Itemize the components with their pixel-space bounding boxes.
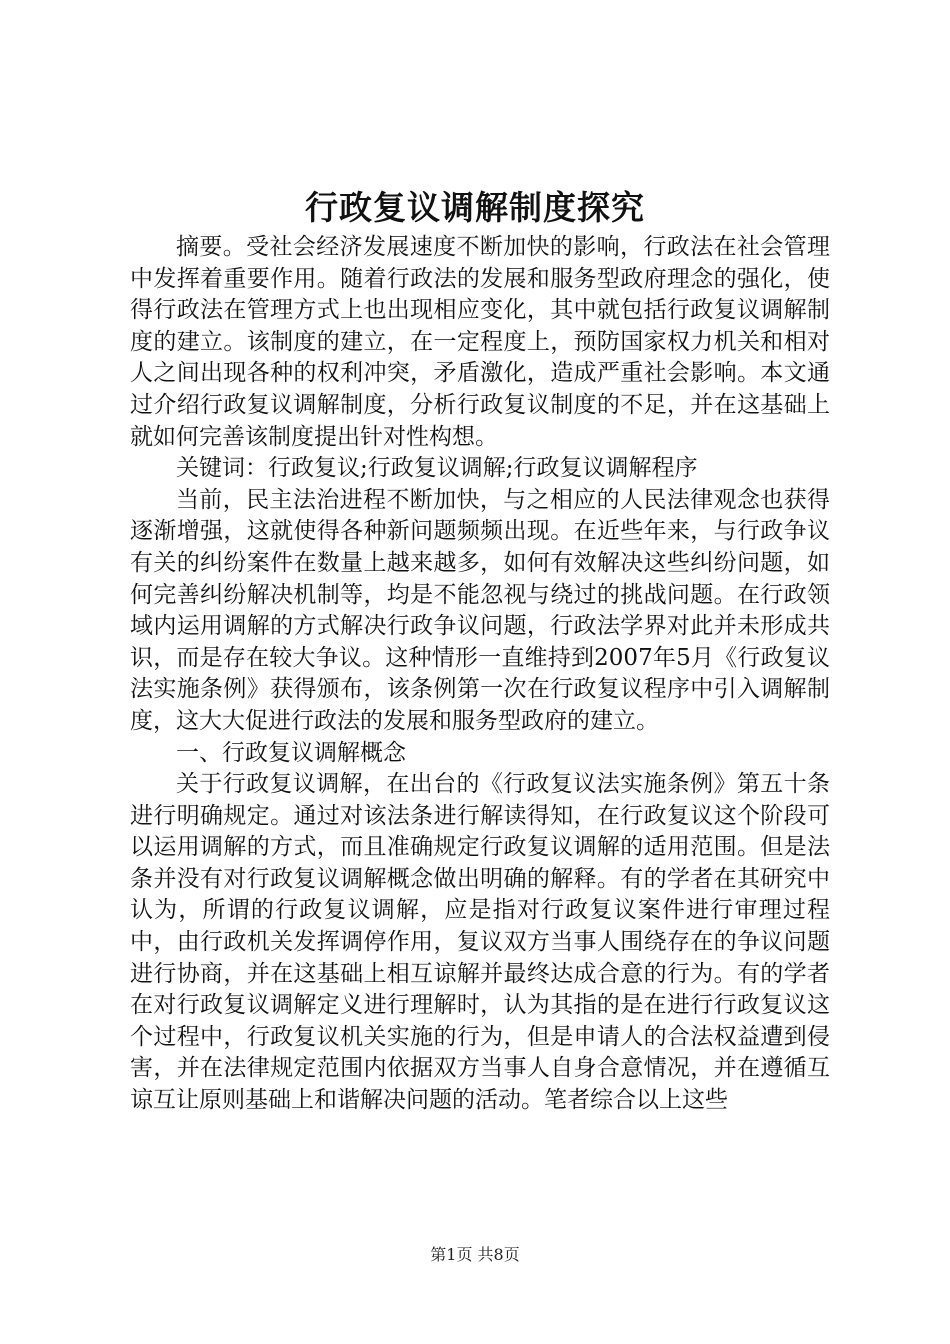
section-heading: 一、行政复议调解概念	[176, 739, 406, 766]
paragraph-concept: 关于行政复议调解，在出台的《行政复议法实施条例》第五十条进行明确规定。通过对该法条进行解读得知，在行政复议这个阶段可以运用调解的方式，而且准确规定行政复议调解的适用范围。但是法条并没有对行政复议调解概念做出明确的解释。有的学者在其研究中认为，所谓的行政复议调解，应是指对行政复议案件进行审理过程中，由行政机关发挥调停作用，复议双方当事人围绕存在的争议问题进行协商，并在这基础上相互谅解并最终达成合意的行为。有的学者在对行政复议调解定义进行理解时，认为其指的是在进行行政复议这个过程中，行政复议机关实施的行为，但是申请人的合法权益遭到侵害，并在法律规定范围内依据双方当事人自身合意情况，并在遵循互谅互让原则基础上和谐解决问题的活动。笔者综合以上这些	[130, 771, 830, 1114]
paragraph-intro: 当前，民主法治进程不断加快，与之相应的人民法律观念也获得逐渐增强，这就使得各种新问题频频出现。在近些年来，与行政争议有关的纠纷案件在数量上越来越多，如何有效解决这些纠纷问题，如何完善纠纷解决机制等，均是不能忽视与绕过的挑战问题。在行政领域内运用调解的方式解决行政争议问题，行政法学界对此并未形成共识，而是存在较大争议。这种情形一直维持到2007年5月《行政复议法实施条例》获得颁布，该条例第一次在行政复议程序中引入调解制度，这大大促进行政法的发展和服务型政府的建立。	[130, 486, 830, 734]
document-body	[130, 232, 830, 1117]
document-title: 行政复议调解制度探究	[305, 188, 645, 227]
paragraph-abstract: 摘要。受社会经济发展速度不断加快的影响，行政法在社会管理中发挥着重要作用。随着行政法的发展和服务型政府理念的强化，使得行政法在管理方式上也出现相应变化，其中就包括行政复议调解制度的建立。该制度的建立，在一定程度上，预防国家权力机关和相对人之间出现各种的权利冲突，矛盾激化，造成严重社会影响。本文通过介绍行政复议调解制度，分析行政复议制度的不足，并在这基础上就如何完善该制度提出针对性构想。	[130, 234, 830, 450]
page-number: 第1页 共8页	[430, 1245, 520, 1264]
paragraph-keywords: 关键词：行政复议;行政复议调解;行政复议调解程序	[176, 455, 698, 482]
